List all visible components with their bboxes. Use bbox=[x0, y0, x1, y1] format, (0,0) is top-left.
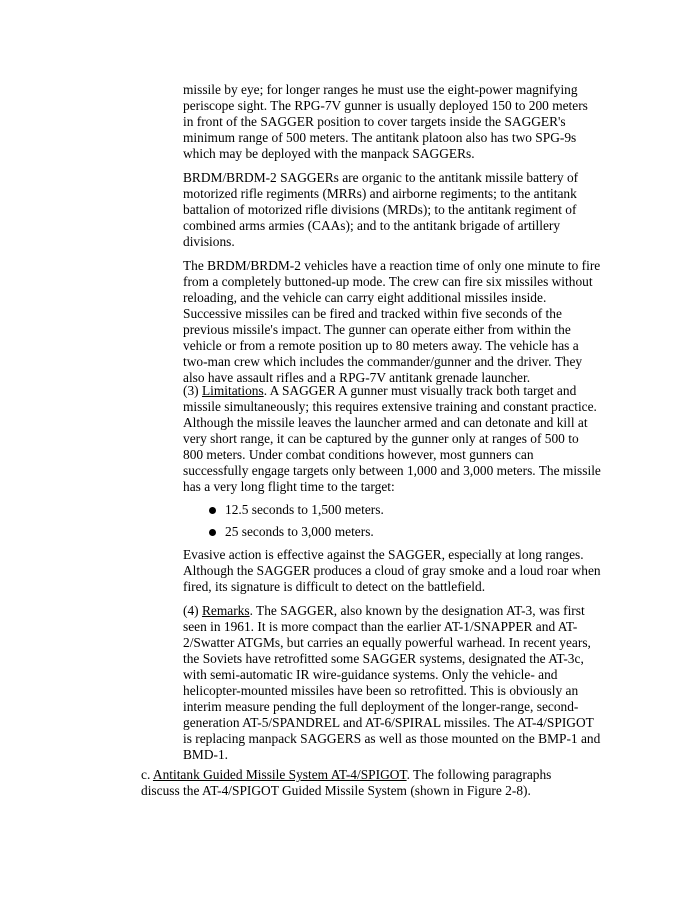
list-item-text: 25 seconds to 3,000 meters. bbox=[225, 524, 374, 539]
section-c bbox=[141, 767, 581, 799]
limitations-body: . A SAGGER A gunner must visually track both target and missile simultaneously; this requires extensive training and constant practice. Although the missile leaves the launcher armed and can detonate and kill at very short range, it can be captured by the gunner only at ranges of 500 to 800 meters. Under combat conditions however, most gunners can successfully engage targets only between 1,000 and 3,000 meters. The missile has a very long flight time to the target: bbox=[183, 383, 601, 494]
paragraph-text bbox=[183, 383, 601, 495]
list-item bbox=[209, 502, 589, 518]
paragraph-text: The BRDM/BRDM-2 vehicles have a reaction time of only one minute to fire from a completely buttoned-up mode. The crew can fire six missiles without reloading, and the vehicle can carry eight additional missiles inside. Successive missiles can be fired and tracked within five seconds of the previous missile's impact. The gunner can operate either from within the vehicle or from a remote position up to 80 meters away. The vehicle has a two-man crew which includes the commander/gunner and the driver. They also have assault rifles and a RPG-7V antitank grenade launcher. bbox=[183, 258, 601, 385]
paragraph-text bbox=[141, 767, 581, 799]
list-item-text: 12.5 seconds to 1,500 meters. bbox=[225, 502, 384, 517]
paragraph-text: missile by eye; for longer ranges he must use the eight-power magnifying periscope sight. The RPG-7V gunner is usually deployed 150 to 200 meters in front of the SAGGER position to cover targets inside the SAGGER's minimum range of 500 meters. The antitank platoon also has two SPG-9s which may be deployed with the manpack SAGGERs. bbox=[183, 82, 588, 161]
limitations-heading: Limitations bbox=[201, 383, 264, 398]
paragraph-remarks bbox=[183, 603, 601, 763]
paragraph-brdm-organic bbox=[183, 170, 601, 250]
paragraph-number: (4) bbox=[183, 603, 202, 618]
remarks-body: . The SAGGER, also known by the designation AT-3, was first seen in 1961. It is more compact than the earlier AT-1/SNAPPER and AT-2/Swatter ATGMs, but carries an equally powerful warhead. In recent years, the Soviets have retrofitted some SAGGER systems, designated the AT-3c, with semi-automatic IR wire-guidance systems. Only the vehicle- and helicopter-mounted missiles have been so retrofitted. This is obviously an interim measure pending the full deployment of the longer-range, second-generation AT-5/SPANDREL and AT-6/SPIRAL missiles. The AT-4/SPIGOT is replacing manpack SAGGERS as well as those mounted on the BMP-1 and BMD-1. bbox=[183, 603, 601, 762]
bullet-icon bbox=[209, 507, 216, 514]
paragraph-evasive bbox=[183, 547, 601, 595]
list-item bbox=[209, 524, 589, 540]
section-prefix: c. bbox=[141, 767, 153, 782]
section-c-heading: Antitank Guided Missile System AT-4/SPIGOT bbox=[152, 767, 407, 782]
paragraph-text: BRDM/BRDM-2 SAGGERs are organic to the antitank missile battery of motorized rifle regiments (MRRs) and airborne regiments; to the antitank battalion of motorized rifle divisions (MRDs); to the antitank regiment of combined arms armies (CAAs); and to the antitank brigade of artillery divisions. bbox=[183, 170, 579, 249]
bullet-icon bbox=[209, 529, 216, 536]
paragraph-limitations bbox=[183, 383, 601, 495]
paragraph-number: (3) bbox=[183, 383, 202, 398]
flight-time-list bbox=[209, 502, 589, 540]
paragraph-text bbox=[183, 603, 601, 763]
remarks-heading: Remarks bbox=[201, 603, 250, 618]
paragraph-text: Evasive action is effective against the SAGGER, especially at long ranges. Although the SAGGER produces a cloud of gray smoke and a loud roar when fired, its signature is difficult to detect on the battlefield. bbox=[183, 547, 601, 594]
section-c-body: . The following paragraphs discuss the AT-4/SPIGOT Guided Missile System (shown in Figure 2-8). bbox=[141, 767, 552, 798]
paragraph-intro-tail bbox=[183, 82, 601, 162]
paragraph-brdm-reaction bbox=[183, 258, 601, 386]
